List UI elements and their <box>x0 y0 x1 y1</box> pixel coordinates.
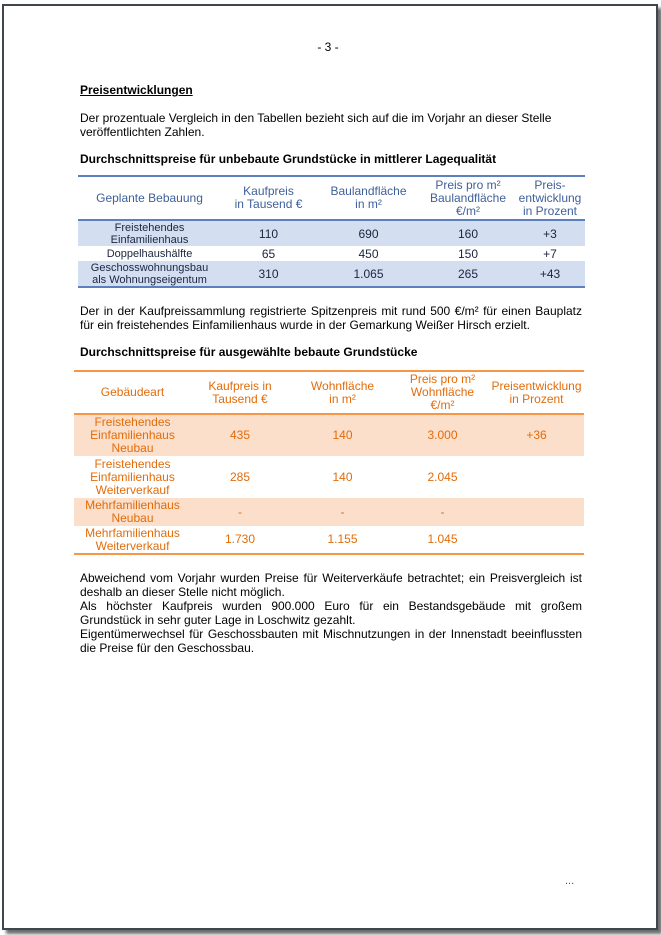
cell-flaeche: 1.155 <box>327 532 358 546</box>
page-number: - 3 - <box>317 40 339 54</box>
cell-entwicklung <box>489 498 584 526</box>
intro-paragraph: Der prozentuale Vergleich in den Tabellen bezieht sich auf die im Vorjahr an dieser Stelle veröffentlichten Zahlen. <box>80 111 552 139</box>
cell-kaufpreis: - <box>238 504 242 519</box>
table-row <box>78 220 585 246</box>
closing-paragraph-1: Abweichend vom Vorjahr wurden Preise für Weiterverkäufe betrachtet; ein Preisvergleich ist deshalb an dieser Stelle nicht möglich. <box>80 571 582 599</box>
closing-paragraph-3: Eigentümerwechsel für Geschossbauten mit Mischnutzungen in der Innenstadt beeinflussten die Preise für den Geschossbau. <box>80 627 582 655</box>
cell-gebaeudeart: Freistehendes Einfamilienhaus Neubau <box>90 415 175 455</box>
table-row <box>74 526 584 554</box>
cell-preis-m2: 2.045 <box>427 469 458 484</box>
cell-gebaeudeart: Freistehendes Einfamilienhaus Weiterverkauf <box>90 456 175 497</box>
closing-paragraph-2: Als höchster Kaufpreis wurden 900.000 Euro für ein Bestandsgebäude mit großem Grundstück in sehr guter Lage in Loschwitz gezahlt. <box>80 599 582 627</box>
column-header: Preis pro m² Wohnfläche €/m² <box>409 372 476 412</box>
column-header: Baulandfläche in m² <box>330 184 407 211</box>
cell-flaeche: 140 <box>332 469 353 484</box>
cell-gebaeudeart: Mehrfamilienhaus Weiterverkauf <box>85 525 180 553</box>
continuation-ellipsis: ... <box>565 875 575 887</box>
cell-flaeche: 450 <box>358 246 379 261</box>
table-unbebaute-grundstuecke <box>78 175 585 288</box>
cell-bebauung: Geschosswohnungsbau als Wohnungseigentum <box>90 261 209 286</box>
cell-entwicklung: +36 <box>526 428 547 442</box>
cell-gebaeudeart: Mehrfamilienhaus Neubau <box>85 498 180 525</box>
cell-flaeche: 1.065 <box>353 266 384 281</box>
cell-kaufpreis: 110 <box>258 226 279 241</box>
table-row <box>78 246 585 261</box>
table-row <box>74 414 584 456</box>
cell-preis-m2: 1.045 <box>427 532 458 546</box>
cell-bebauung: Freistehendes Einfamilienhaus <box>110 221 189 246</box>
spitzenpreis-paragraph: Der in der Kaufpreissammlung registrierte Spitzenpreis mit rund 500 €/m² für einen Bauplatz für ein freistehendes Einfamilienhaus wurde in der Gemarkung Weißer Hirsch erzielt. <box>80 304 582 332</box>
table-bebaute-grundstuecke <box>74 370 584 555</box>
column-header: Gebäudeart <box>100 385 165 399</box>
section-title: Preisentwicklungen <box>80 83 193 97</box>
cell-preis-m2: 265 <box>457 266 479 281</box>
cell-entwicklung <box>489 526 584 554</box>
column-header: Kaufpreis in Tausend € <box>208 378 272 406</box>
cell-entwicklung: +43 <box>539 266 561 281</box>
column-header: Preis- entwicklung in Prozent <box>518 177 582 218</box>
cell-preis-m2: 3.000 <box>427 428 458 442</box>
table-row <box>78 261 585 287</box>
table-header-row <box>74 371 584 414</box>
cell-bebauung: Doppelhaushälfte <box>106 247 193 260</box>
cell-entwicklung: +3 <box>543 226 557 241</box>
cell-kaufpreis: 65 <box>261 246 276 261</box>
cell-kaufpreis: 435 <box>229 428 251 442</box>
cell-flaeche: - <box>340 504 345 519</box>
cell-flaeche: 140 <box>332 428 353 442</box>
cell-kaufpreis: 285 <box>229 469 251 484</box>
column-header: Kaufpreis in Tausend € <box>234 184 303 211</box>
cell-kaufpreis: 1.730 <box>224 532 256 546</box>
cell-preis-m2: 150 <box>457 246 479 261</box>
cell-entwicklung: +7 <box>543 246 557 261</box>
column-header: Geplante Bebauung <box>96 190 203 205</box>
table1-title: Durchschnittspreise für unbebaute Grundstücke in mittlerer Lagequalität <box>80 152 497 166</box>
table-row <box>74 456 584 498</box>
column-header: Preisentwicklung in Prozent <box>491 378 582 406</box>
table-header-row <box>78 176 585 220</box>
cell-preis-m2: 160 <box>457 226 479 241</box>
cell-entwicklung <box>489 456 584 498</box>
table-row <box>74 498 584 526</box>
cell-kaufpreis: 310 <box>258 266 279 281</box>
column-header: Preis pro m² Baulandfläche €/m² <box>429 177 507 218</box>
column-header: Wohnfläche in m² <box>310 378 375 406</box>
cell-preis-m2: - <box>440 504 445 519</box>
cell-flaeche: 690 <box>358 226 379 241</box>
table2-title: Durchschnittspreise für ausgewählte bebaute Grundstücke <box>80 345 418 359</box>
